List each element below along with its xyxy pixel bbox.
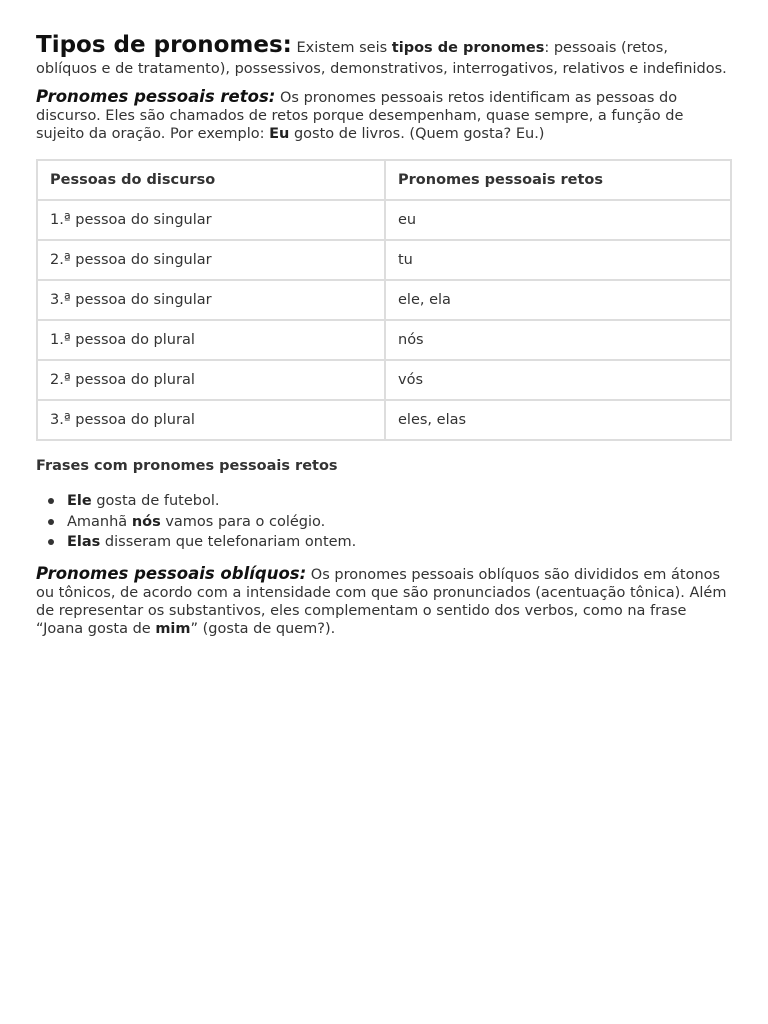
retos-text-2: gosto de livros. (Quem gosta? Eu.)	[289, 126, 545, 142]
retos-paragraph	[36, 88, 732, 143]
table-header-cell: Pronomes pessoais retos	[385, 160, 731, 200]
table-cell: eu	[385, 200, 731, 240]
frases-heading: Frases com pronomes pessoais retos	[36, 458, 338, 474]
bullet-icon	[48, 498, 54, 504]
table-cell: 2.ª pessoa do singular	[37, 240, 385, 280]
list-item-text-post: disseram que telefonariam ontem.	[100, 534, 357, 550]
obliquos-paragraph	[36, 565, 732, 638]
table-row	[37, 320, 731, 360]
table-cell: 1.ª pessoa do singular	[37, 200, 385, 240]
list-item-bold: Elas	[67, 534, 101, 550]
table-cell: 3.ª pessoa do singular	[37, 280, 385, 320]
list-item	[67, 532, 732, 553]
obliquos-text-2: ” (gosta de quem?).	[190, 620, 336, 637]
bullet-icon	[48, 539, 54, 545]
table-cell: 3.ª pessoa do plural	[37, 400, 385, 440]
obliquos-heading: Pronomes pessoais oblíquos:	[36, 563, 307, 583]
retos-text-1: Os pronomes pessoais retos identificam as pessoas do discurso. Eles são chamados de retos porque desempenham, quase sempre, a função de sujeito da oração. Por exemplo:	[36, 90, 684, 142]
table-cell: 1.ª pessoa do plural	[37, 320, 385, 360]
list-item-text-pre: Amanhã	[67, 513, 132, 530]
table-cell: vós	[385, 360, 731, 400]
table-header-cell: Pessoas do discurso	[37, 160, 385, 200]
list-item-text-post: vamos para o colégio.	[160, 513, 326, 530]
retos-bold-1: Eu	[269, 126, 290, 142]
list-item-text-post: gosta de futebol.	[91, 493, 220, 509]
list-item	[67, 512, 732, 533]
table-cell: tu	[385, 240, 731, 280]
intro-bold-1: tipos de pronomes	[391, 40, 545, 56]
intro-paragraph	[36, 30, 732, 78]
intro-text-2: : pessoais (retos, oblíquos e de tratamento), possessivos, demonstrativos, interrogativos, relativos e indefinidos.	[36, 40, 727, 77]
table-row	[37, 360, 731, 400]
list-item-bold: Ele	[67, 493, 92, 509]
bullet-icon	[48, 519, 54, 525]
table-cell: 2.ª pessoa do plural	[37, 360, 385, 400]
retos-heading: Pronomes pessoais retos:	[36, 87, 276, 106]
pronouns-table	[36, 159, 732, 441]
intro-text-1: Existem seis	[291, 40, 392, 56]
table-cell: nós	[385, 320, 731, 360]
page-title: Tipos de pronomes:	[36, 32, 292, 58]
table-row	[37, 280, 731, 320]
table-row	[37, 200, 731, 240]
table-cell: ele, ela	[385, 280, 731, 320]
table-header-row	[37, 160, 731, 200]
table-row	[37, 400, 731, 440]
list-item-bold: nós	[131, 513, 161, 530]
frases-list	[36, 491, 732, 553]
table-cell: eles, elas	[385, 400, 731, 440]
table-row	[37, 240, 731, 280]
obliquos-text-1: Os pronomes pessoais oblíquos são divididos em átonos ou tônicos, de acordo com a intensidade com que são pronunciados (acentuação tônica). Além de representar os substantivos, eles complementam o sentido dos verbos, como na frase “Joana gosta de	[36, 566, 727, 637]
list-item	[67, 491, 732, 512]
obliquos-bold-1: mim	[155, 620, 191, 637]
